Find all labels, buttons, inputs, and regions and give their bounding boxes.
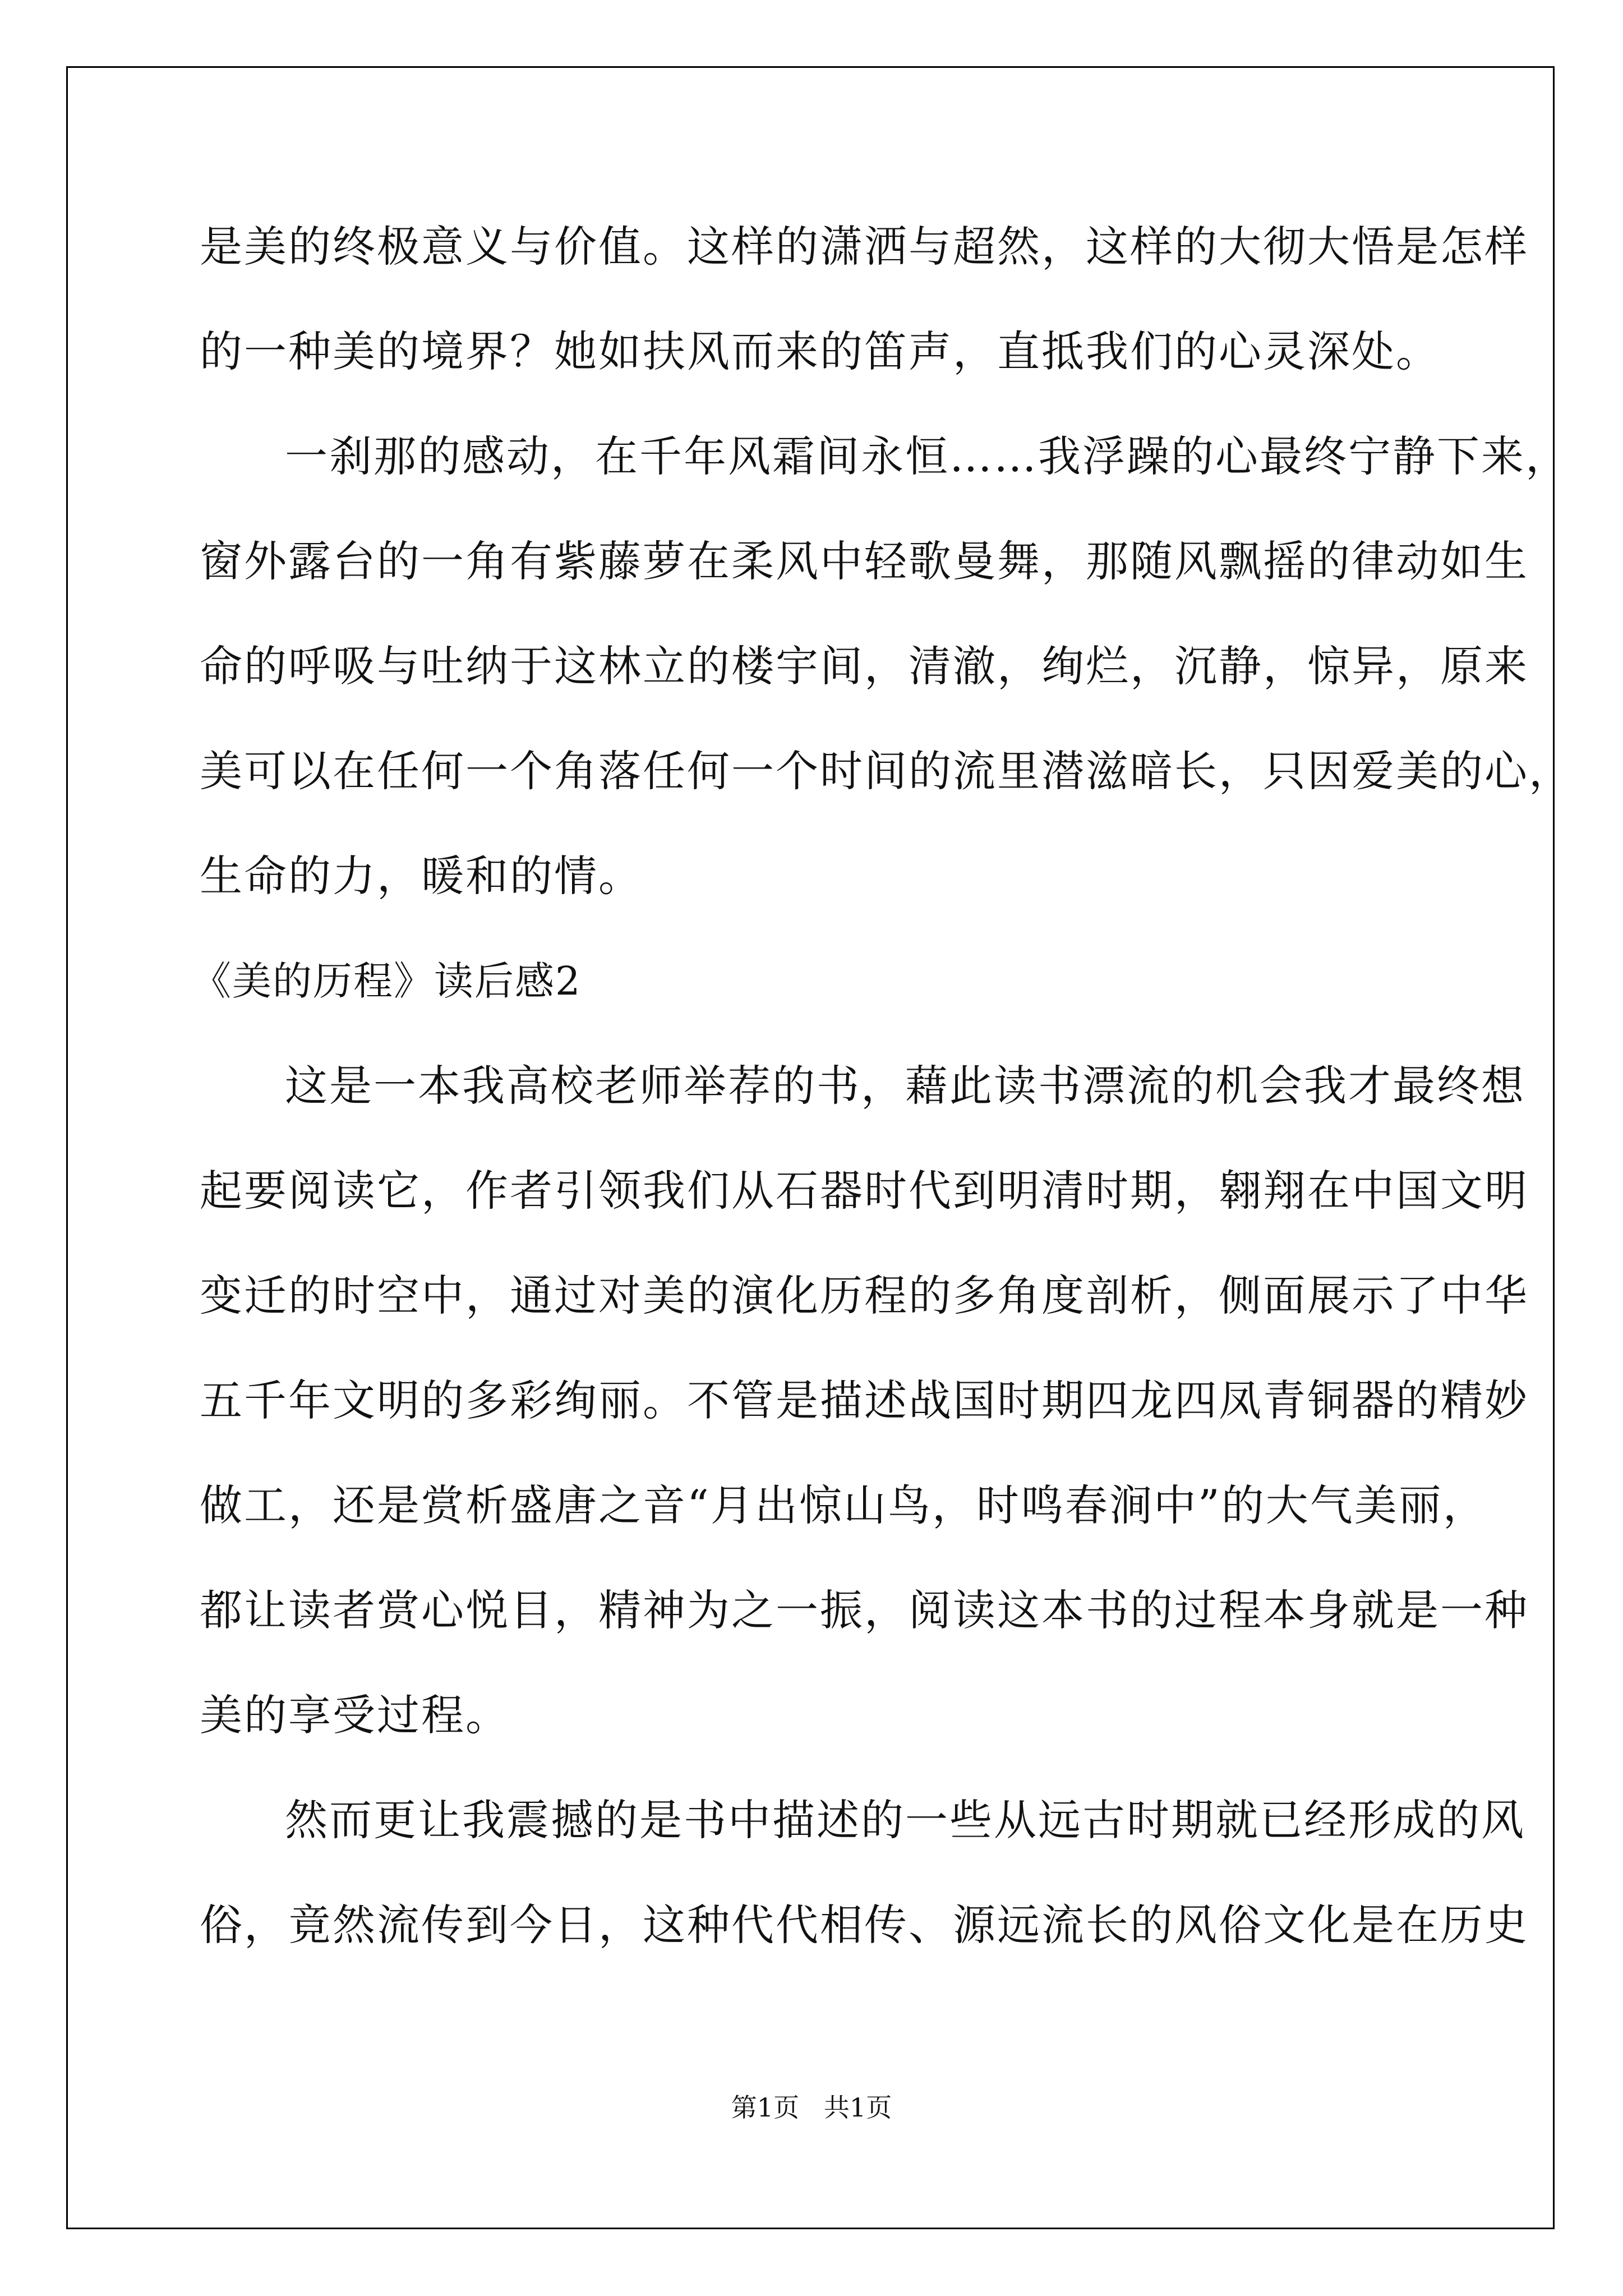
paragraph-line: 生命的力，暖和的情。 — [200, 851, 643, 901]
paragraph-line: 做工，还是赏析盛唐之音“月出惊山鸟，时鸣春涧中”的大气美丽， — [200, 1480, 1487, 1530]
paragraph-line: 美可以在任何一个角落任何一个时间的流里潜滋暗长，只因爱美的心， — [200, 746, 1573, 796]
paragraph-line: 起要阅读它，作者引领我们从石器时代到明清时期，翱翔在中国文明 — [200, 1166, 1529, 1216]
paragraph-line: 命的呼吸与吐纳于这林立的楼宇间，清澈，绚烂，沉静，惊异，原来 — [200, 641, 1529, 691]
paragraph-line: 一刹那的感动，在千年风霜间永恒……我浮躁的心最终宁静下来， — [285, 431, 1570, 481]
section-heading: 《美的历程》读后感2 — [192, 958, 582, 1004]
paragraph-line: 五千年文明的多彩绚丽。不管是描述战国时期四龙四凤青铜器的精妙 — [200, 1375, 1529, 1425]
paragraph-line: 美的享受过程。 — [200, 1690, 510, 1740]
paragraph-line: 窗外露台的一角有紫藤萝在柔风中轻歌曼舞，那随风飘摇的律动如生 — [200, 536, 1529, 586]
paragraph-line: 然而更让我震撼的是书中描述的一些从远古时期就已经形成的风 — [285, 1795, 1525, 1845]
paragraph-line: 都让读者赏心悦目，精神为之一振，阅读这本书的过程本身就是一种 — [200, 1585, 1529, 1635]
paragraph-line: 变迁的时空中，通过对美的演化历程的多角度剖析，侧面展示了中华 — [200, 1271, 1529, 1320]
paragraph-line: 是美的终极意义与价值。这样的潇洒与超然，这样的大彻大悟是怎样 — [200, 222, 1529, 272]
document-body — [192, 216, 1573, 1999]
paragraph-line: 的一种美的境界？她如扶风而来的笛声，直抵我们的心灵深处。 — [200, 326, 1440, 376]
paragraph-line: 俗，竟然流传到今日，这种代代相传、源远流长的风俗文化是在历史 — [200, 1900, 1529, 1950]
page-footer: 第1页 共1页 — [731, 2092, 892, 2123]
paragraph-line: 这是一本我高校老师举荐的书，藉此读书漂流的机会我才最终想 — [285, 1061, 1525, 1111]
